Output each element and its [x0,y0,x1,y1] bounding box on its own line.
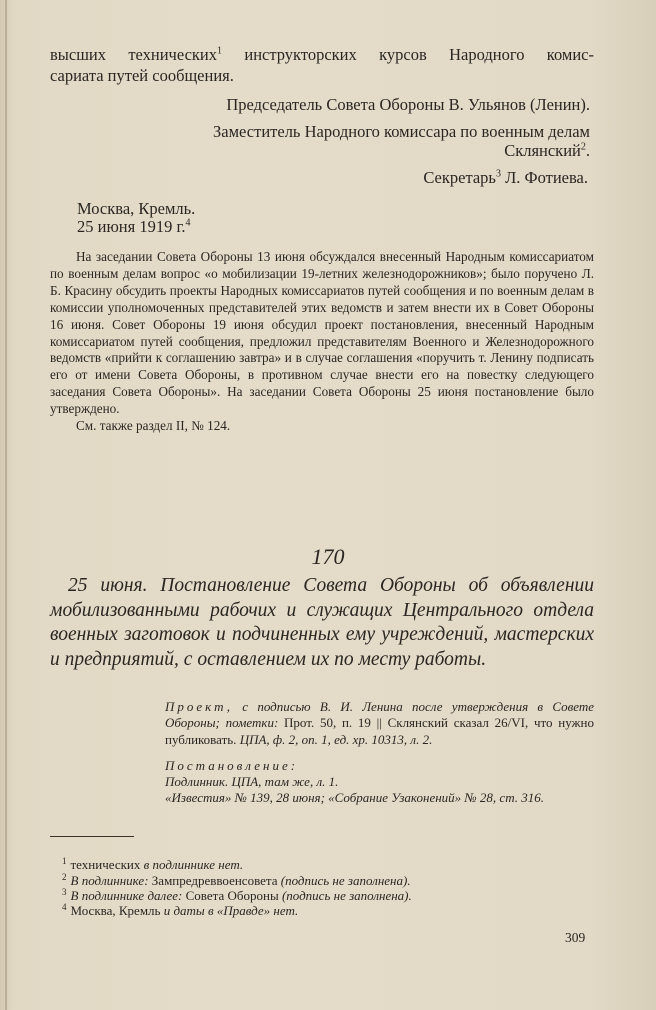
footnote-4: $^4$ Москва, Кремль и даты в «Правде» нет. [62,901,299,918]
place: Москва, Кремль. [77,199,196,218]
source-publications: «Известия» № 139, 28 июня; «Собрание Узаконений» № 28, ст. 316. [165,790,544,805]
page-edge [5,0,7,1010]
source-draft: Проект, с подписью В. И. Ленина после утверждения в Совете Обороны; пометки: Прот. 50, п. 19 || Склянский сказал 26/VI, что нужно публиковать. ЦПА, ф. 2, оп. 1, ед. хр. 10313, л. 2. [165,699,594,747]
deputy-signature-line-1: Заместитель Народного комиссара по военным делам [213,122,590,141]
secretary-signature: Секретарь$^3$ Л. Фотиева. [423,168,588,187]
date: 25 июня 1919 г.$^4$ [77,217,191,236]
source-decree-original: Подлинник. ЦПА, там же, л. 1. [165,774,339,789]
footnote-divider [50,836,134,837]
deputy-signature-line-2: Склянский$^2$. [504,141,590,160]
footnote-2: $^2$ В подлиннике: Зампредреввоенсовета (подпись не заполнена). [62,871,411,888]
document-title: 25 июня. Постановление Совета Обороны об объявлении мобилизованными рабочих и служащих Центрального отдела военных заготовок и подчиненных ему учреждений, мастерских и предприятий, с оставлением их по месту работы. [50,575,594,670]
footnote-1: $^1$ технических в подлиннике нет. [62,855,244,872]
continuation-line-2: сариата путей сообщения. [50,66,234,85]
source-decree-label: Постановление: [165,758,299,773]
commentary-note [50,249,594,435]
chairman-signature: Председатель Совета Обороны В. Ульянов (Ленин). [226,95,590,114]
see-also: См. также раздел II, № 124. [76,418,231,434]
note-text: На заседании Совета Обороны 13 июня обсуждался внесенный Народным комиссариатом по военным делам вопрос «о мобилизации 19-летних железнодорожников»; было поручено Л. Б. Красину обсудить проекты Народных комиссариатов путей сообщения и по военным делам в комиссии уполномоченных представителей этих ведомств и затем внести их в Совет Обороны 16 июня. Совет Обороны 19 июня обсудил проект постановления, внесенный Народным комиссариатом путей сообщения, предложил представителям Военного и Железнодорожного ведомств «прийти к соглашению завтра» и в случае соглашения «поручить т. Ленину подписать его от имени Совета Обороны, в противном случае внести его на повестку следующего заседания Совета Обороны». На заседании Совета Обороны 25 июня постановление было утверждено. [50,249,594,417]
page-number: 309 [565,930,586,945]
footnote-3: $^3$ В подлиннике далее: Совета Обороны (подпись не заполнена). [62,886,412,903]
continuation-text: высших технических$^1$ инструкторских курсов Народного комис- сариата путей сообщения. [50,45,594,85]
document-number: 170 [311,544,345,569]
